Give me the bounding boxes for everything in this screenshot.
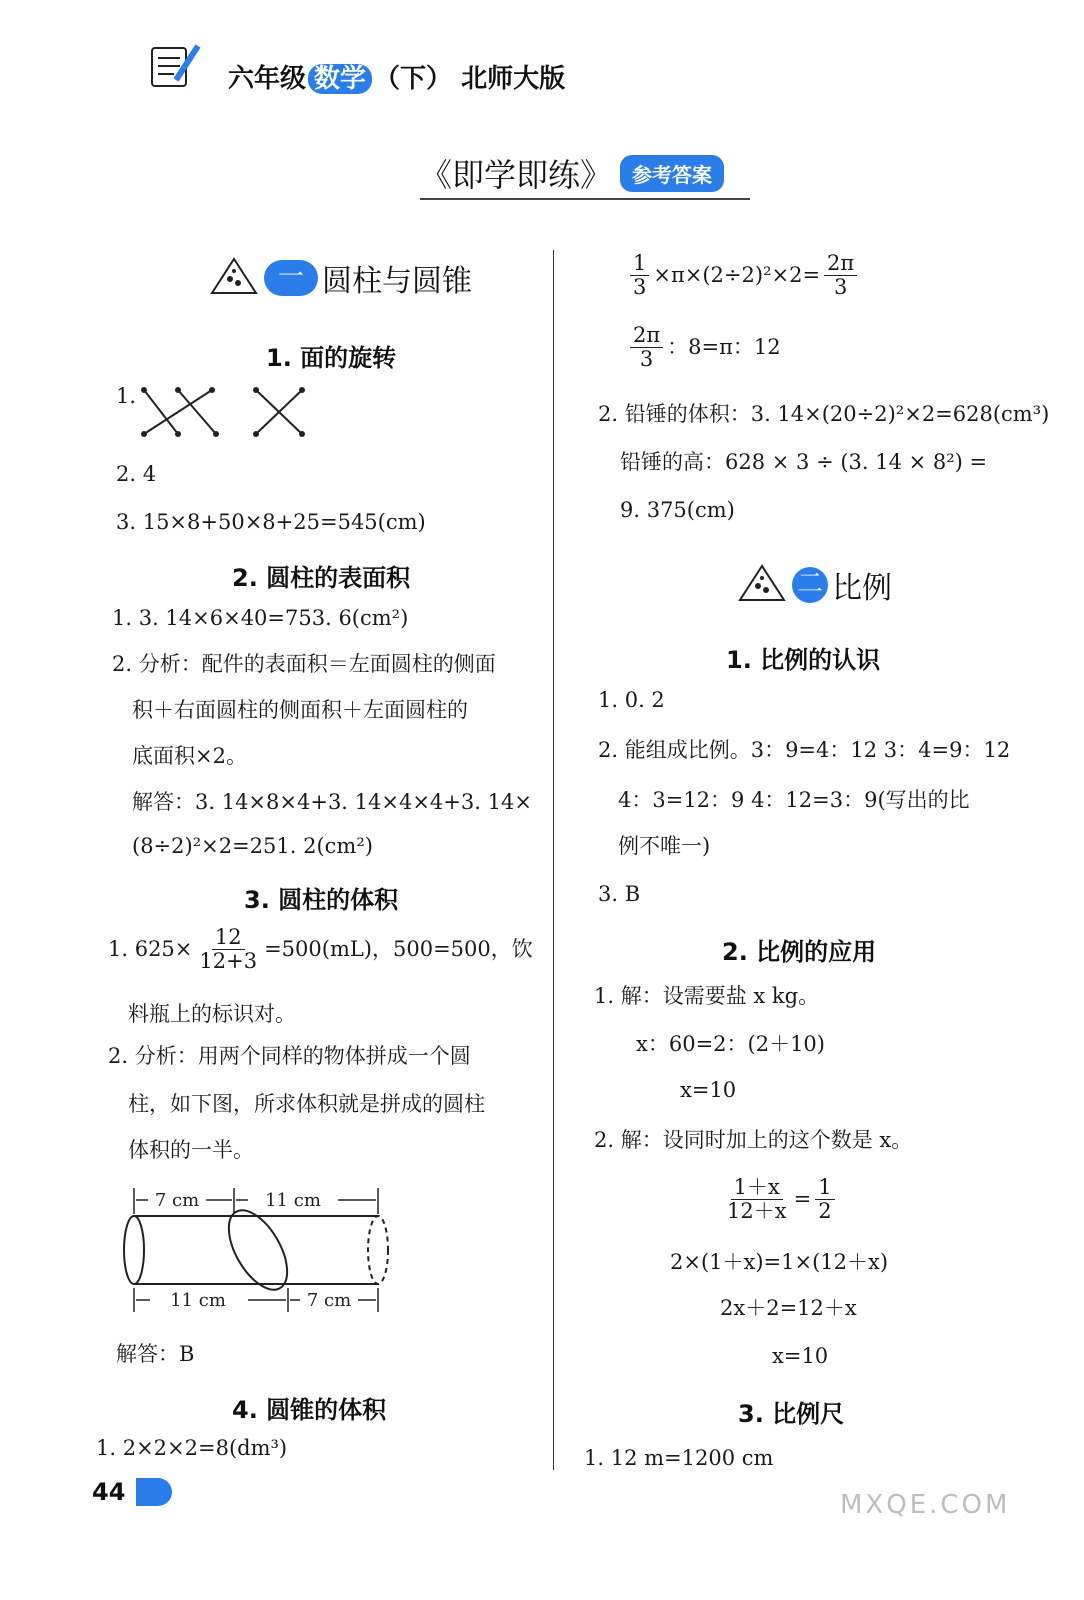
pizza-mascot-icon: [732, 562, 792, 608]
formula-part: ：8=π：12: [667, 335, 781, 359]
fraction: [824, 252, 857, 299]
answer-line: 4：3=12：9 4：12=3：9(写出的比: [618, 788, 970, 812]
subject-badge: 数学: [308, 64, 372, 94]
answer-line: 1. 解：设需要盐 x kg。: [594, 984, 820, 1008]
answer-line: 2. 能组成比例。3：9=4：12 3：4=9：12: [598, 738, 1011, 762]
answer-line: 1. 0. 2: [598, 688, 665, 712]
answer-line: 料瓶上的标识对。: [128, 1002, 296, 1026]
notebook-pencil-icon: [146, 40, 202, 90]
denominator: 2: [818, 1199, 832, 1224]
section-title: 3. 比例尺: [738, 1400, 845, 1428]
numerator: 1: [815, 1176, 834, 1200]
chapter-2-heading: [732, 562, 892, 608]
answer-line: 2. 4: [116, 462, 157, 486]
numerator: 1＋x: [731, 1176, 783, 1200]
section-title: 2. 圆柱的表面积: [232, 564, 411, 592]
section-title: 1. 比例的认识: [726, 646, 881, 674]
answer-badge: 参考答案: [620, 155, 724, 192]
answer-line: 例不唯一): [618, 834, 711, 858]
cylinder-diagram: [118, 1184, 408, 1324]
answer-line: x：60=2：(2＋10): [636, 1032, 825, 1056]
denominator: 3: [833, 275, 848, 300]
edition-label: （下） 北师大版: [374, 64, 566, 94]
fraction: [815, 1176, 834, 1223]
answer-line: 体积的一半。: [128, 1138, 254, 1162]
chapter-2-title: 比例: [832, 571, 892, 606]
answer-line: x=10: [680, 1078, 737, 1102]
watermark: MXQE.COM: [840, 1490, 1011, 1520]
formula-part: ×π×(2÷2)²×2=: [653, 263, 821, 287]
fraction: [630, 252, 649, 299]
section-title: 2. 比例的应用: [722, 938, 877, 966]
dim-bottom-right: 7 cm: [306, 1290, 352, 1311]
pizza-mascot-icon: [204, 255, 264, 301]
chapter-1-heading: [204, 255, 472, 301]
answer-line: 2×(1＋x)=1×(12＋x): [670, 1250, 889, 1274]
matching-lines-diagram: [136, 384, 316, 440]
answer-line: 2. 分析：配件的表面积＝左面圆柱的侧面: [112, 652, 496, 676]
answer-line: [626, 252, 861, 299]
answer-line: 2. 铅锤的体积：3. 14×(20÷2)²×2=628(cm³): [598, 402, 1050, 426]
dim-top-left: 7 cm: [154, 1190, 200, 1211]
formula-part: 1. 625×: [108, 937, 193, 961]
page-arrow-icon: [136, 1478, 172, 1506]
banner-title: 《即学即练》: [420, 156, 613, 194]
answer-line: (8÷2)²×2=251. 2(cm²): [132, 834, 373, 858]
denominator: 3: [633, 275, 647, 300]
answer-line: 1.: [116, 384, 137, 408]
formula-part: =500(mL)，500=500，饮: [264, 937, 533, 961]
equals-sign: =: [793, 1187, 812, 1211]
answer-line: 积＋右面圆柱的侧面积＋左面圆柱的: [132, 698, 468, 722]
book-title: [228, 58, 565, 95]
numerator: 2π: [824, 252, 857, 276]
fraction: [724, 1176, 790, 1223]
answer-line: 解答：B: [116, 1342, 195, 1366]
answer-line: 底面积×2。: [132, 744, 247, 768]
grade-label: 六年级: [228, 64, 307, 94]
fraction: [196, 926, 260, 973]
answer-line: 1. 12 m=1200 cm: [584, 1446, 774, 1470]
dim-top-right: 11 cm: [265, 1190, 321, 1211]
answer-line: [626, 324, 781, 371]
chapter-2-number: 二: [792, 567, 828, 603]
numerator: 2π: [630, 324, 663, 348]
section-title: 4. 圆锥的体积: [232, 1396, 387, 1424]
numerator: 1: [630, 252, 649, 276]
answer-line: [720, 1176, 839, 1223]
answer-line: 2x＋2=12＋x: [720, 1296, 857, 1320]
answer-line: 2. 解：设同时加上的这个数是 x。: [594, 1128, 913, 1152]
dim-bottom-left: 11 cm: [170, 1290, 226, 1311]
answer-line: 解答：3. 14×8×4+3. 14×4×4+3. 14×: [132, 790, 532, 814]
numerator: 12: [212, 926, 245, 950]
answer-line: 9. 375(cm): [620, 498, 735, 522]
denominator: 12＋x: [727, 1199, 787, 1224]
answer-line: x=10: [772, 1344, 829, 1368]
answer-line: 3. 15×8+50×8+25=545(cm): [116, 510, 426, 534]
answer-line: 1. 2×2×2=8(dm³): [96, 1436, 288, 1460]
answer-line: 柱，如下图，所求体积就是拼成的圆柱: [128, 1092, 485, 1116]
answer-banner: [420, 150, 724, 196]
column-divider: [553, 250, 554, 1470]
page-number: 44: [92, 1478, 126, 1506]
answer-line: 铅锤的高：628 × 3 ÷ (3. 14 × 8²) =: [620, 450, 988, 474]
banner-underline: [420, 198, 750, 200]
denominator: 12+3: [199, 949, 258, 974]
answer-line: 3. B: [598, 882, 641, 906]
denominator: 3: [639, 347, 654, 372]
answer-line: [108, 926, 533, 973]
fraction: [630, 324, 663, 371]
answer-line: 1. 3. 14×6×40=753. 6(cm²): [112, 606, 409, 630]
section-title: 3. 圆柱的体积: [244, 886, 399, 914]
answer-line: 2. 分析：用两个同样的物体拼成一个圆: [108, 1044, 471, 1068]
section-title: 1. 面的旋转: [266, 344, 397, 372]
chapter-1-number: 一: [264, 260, 318, 296]
chapter-1-title: 圆柱与圆锥: [322, 264, 472, 299]
